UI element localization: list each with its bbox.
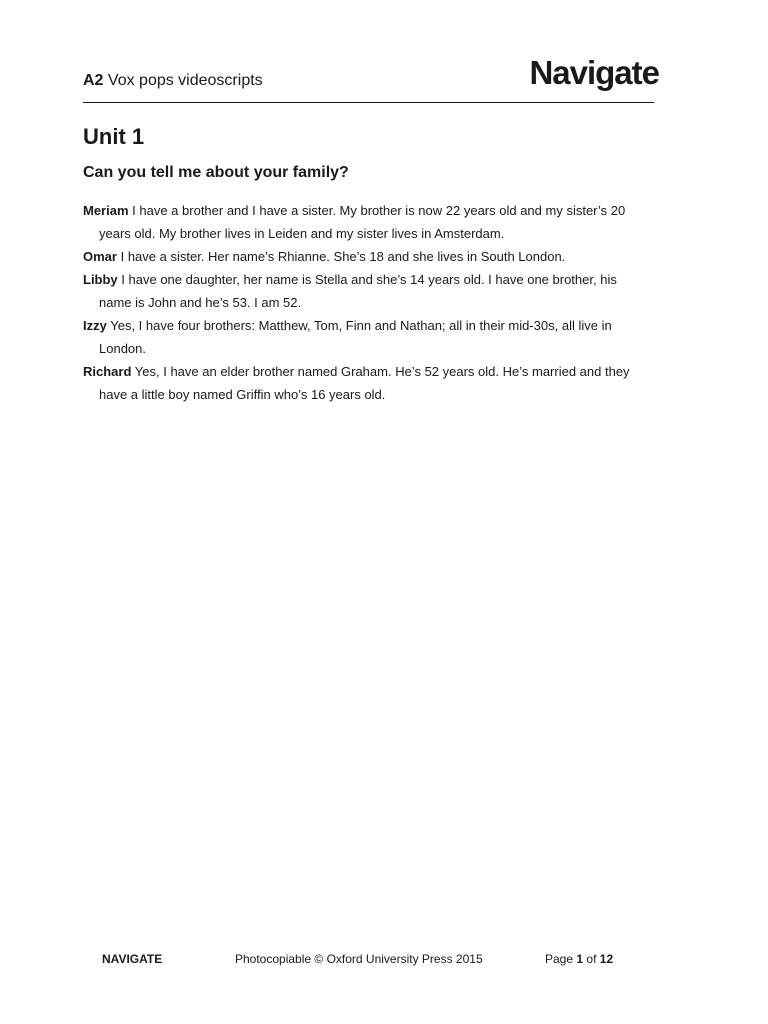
footer-copyright: Photocopiable © Oxford University Press 2015 <box>235 952 483 966</box>
page-of: of <box>586 952 597 966</box>
speaker-text: I have one daughter, her name is Stella and she’s 14 years old. I have one brother, his name is John and he’s 53. I am 52. <box>99 272 617 310</box>
speaker-name: Richard <box>83 364 132 379</box>
page-header <box>83 52 659 103</box>
document-subtitle: Vox pops videoscripts <box>107 72 263 89</box>
page-footer <box>0 952 768 970</box>
unit-title: Unit 1 <box>83 124 145 149</box>
document-title <box>83 72 263 90</box>
speaker-name: Izzy <box>83 318 107 333</box>
page-label: Page <box>545 952 574 966</box>
speaker-name: Libby <box>83 272 118 287</box>
transcript-entry <box>83 268 643 314</box>
transcript-entry <box>83 314 643 360</box>
speaker-text: I have a brother and I have a sister. My brother is now 22 years old and my sister’s 20 years old. My brother lives in Leiden and my sister lives in Amsterdam. <box>99 203 626 241</box>
footer-brand: NAVIGATE <box>102 952 163 966</box>
transcript-list <box>83 199 643 406</box>
section-question: Can you tell me about your family? <box>83 164 349 181</box>
brand-logo: Navigate <box>529 54 659 91</box>
speaker-text: Yes, I have four brothers: Matthew, Tom, Finn and Nathan; all in their mid-30s, all live in London. <box>99 318 612 356</box>
transcript-entry <box>83 245 643 268</box>
level-label: A2 <box>83 72 104 89</box>
speaker-text: Yes, I have an elder brother named Graham. He’s 52 years old. He’s married and they have a little boy named Griffin who’s 16 years old. <box>99 364 630 402</box>
page-total: 12 <box>599 952 614 966</box>
transcript-entry <box>83 199 643 245</box>
speaker-text: I have a sister. Her name’s Rhianne. She’s 18 and she lives in South London. <box>120 249 566 264</box>
transcript-entry <box>83 360 643 406</box>
page-current: 1 <box>576 952 584 966</box>
page-number <box>545 952 613 966</box>
speaker-name: Omar <box>83 249 117 264</box>
speaker-name: Meriam <box>83 203 129 218</box>
